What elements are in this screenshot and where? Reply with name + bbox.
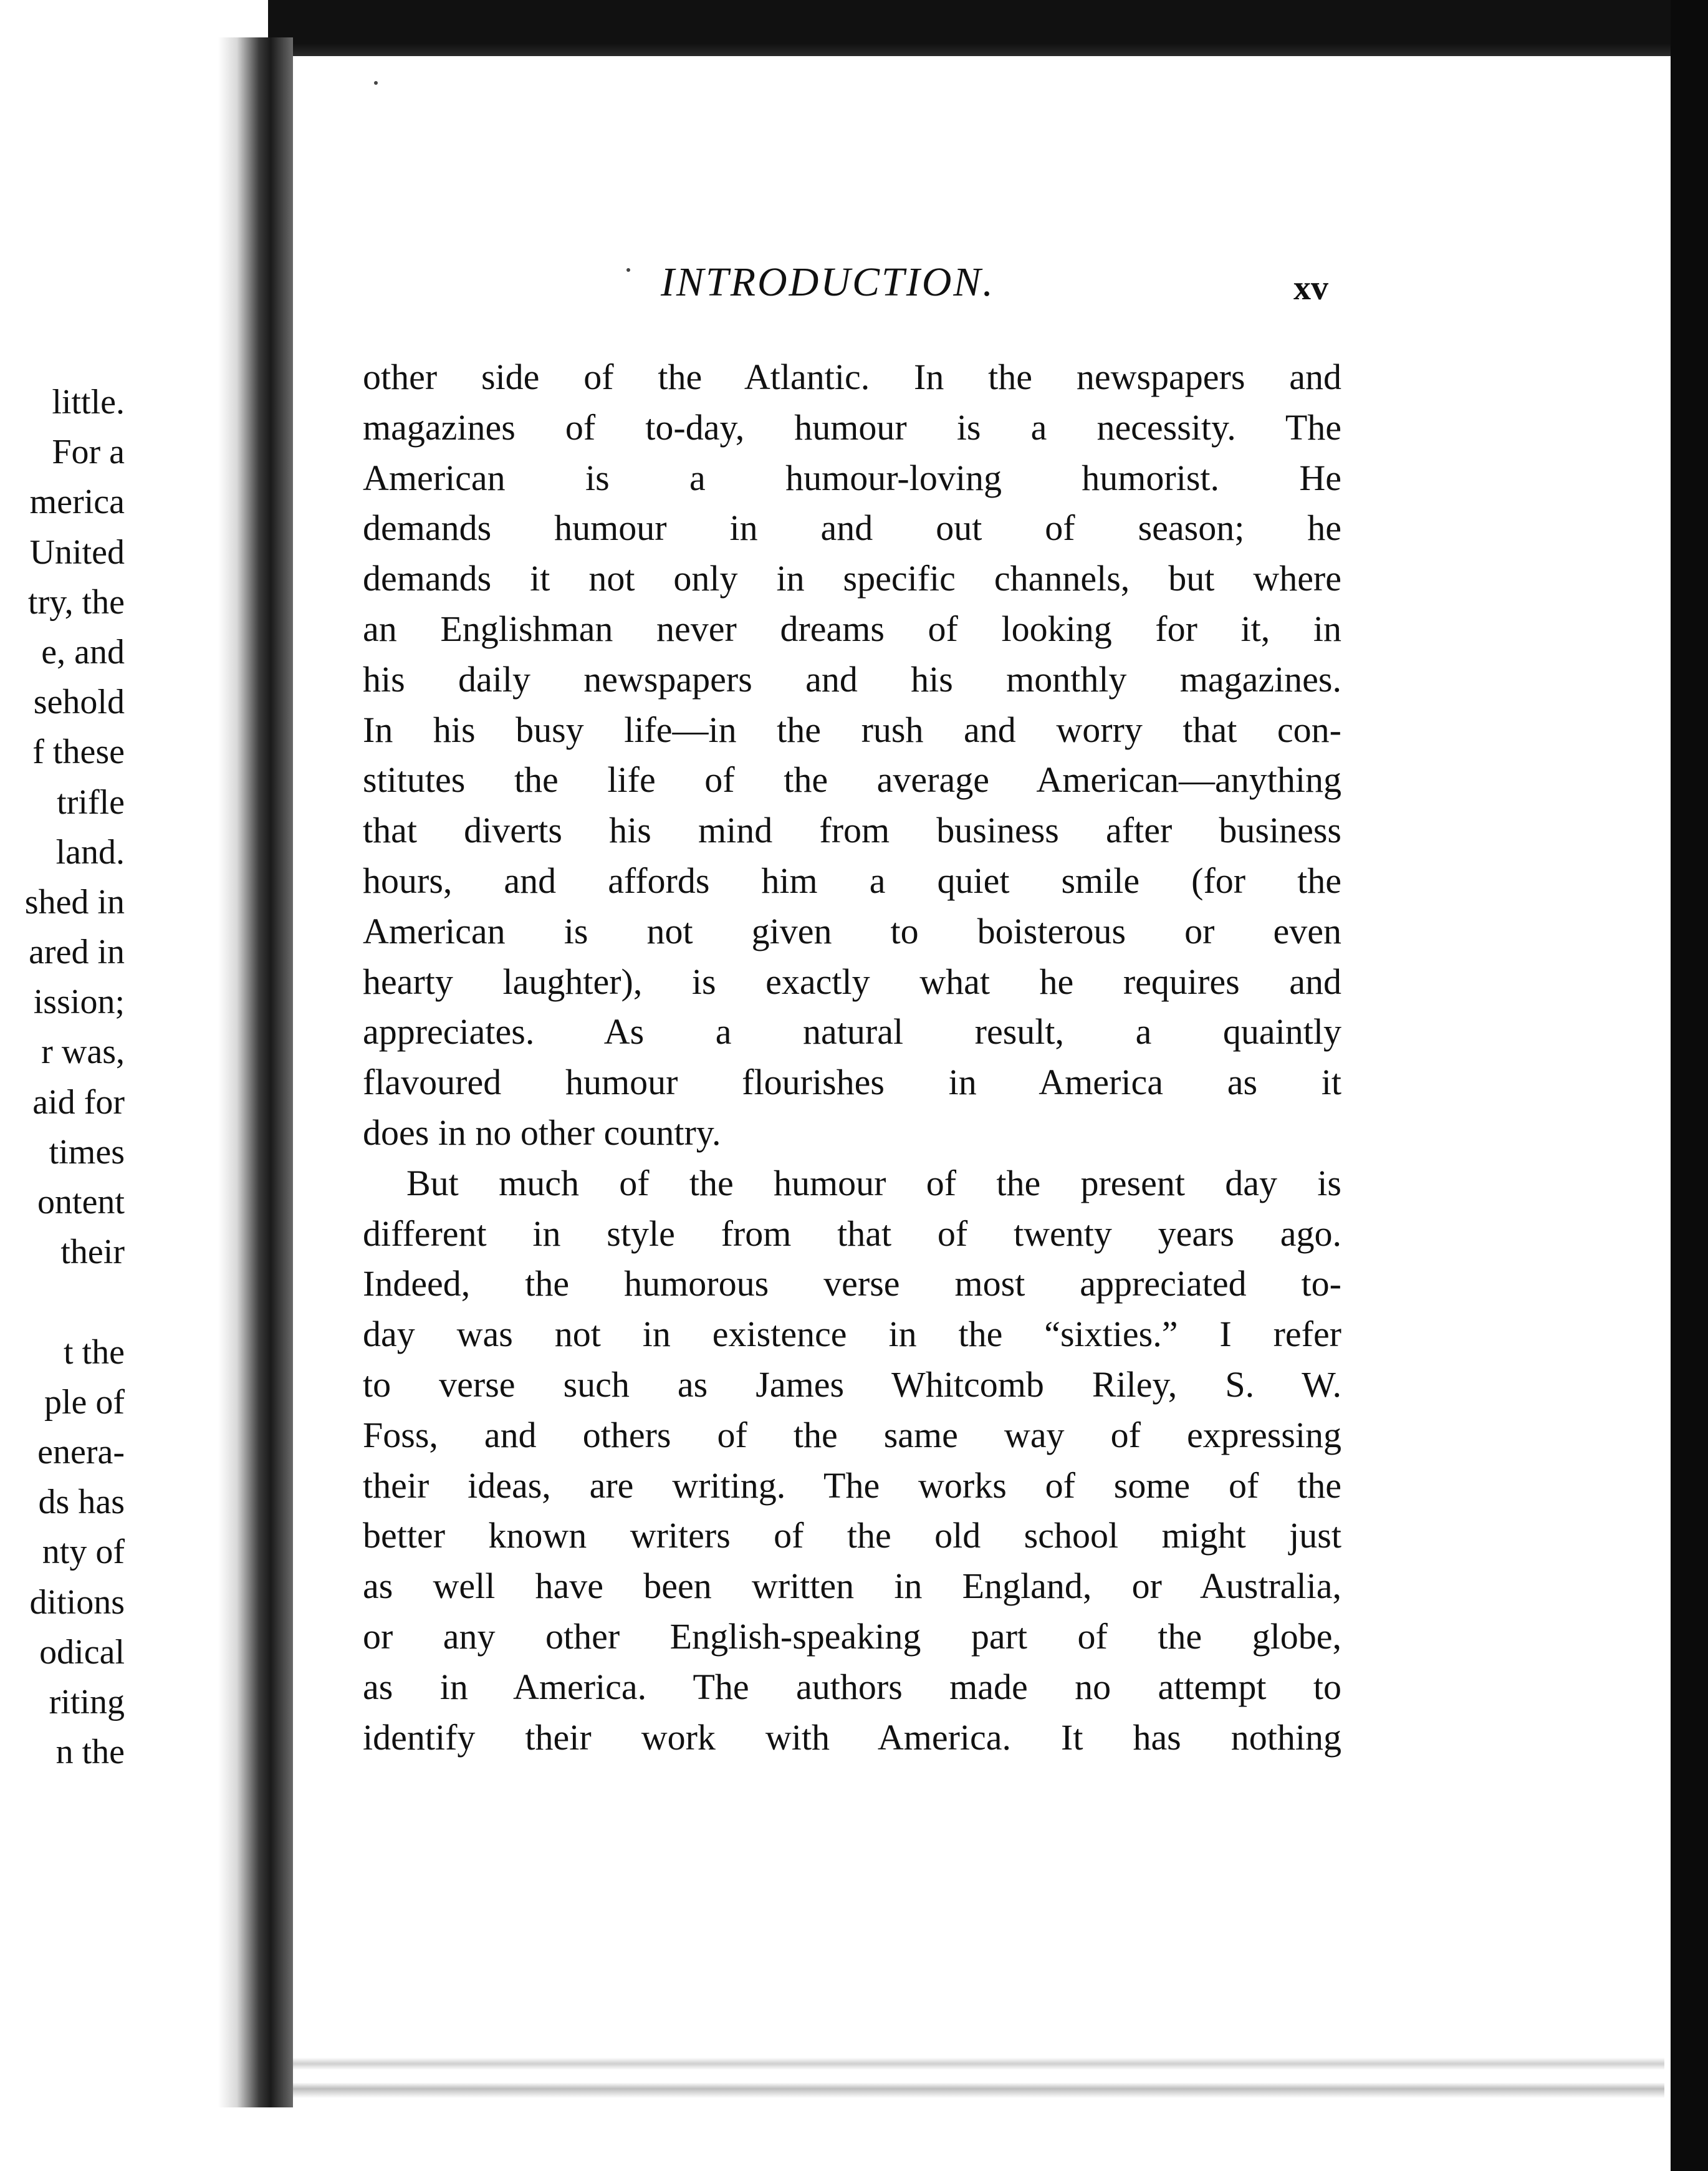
left-line: their xyxy=(60,1233,125,1272)
left-line: sehold xyxy=(33,683,125,722)
text-line: demands humour in and out of season; he xyxy=(363,508,1341,549)
text-line: hearty laughter), is exactly what he requires and xyxy=(363,961,1341,1002)
scanner-frame-right xyxy=(1671,0,1708,2171)
text-line: Foss, and others of the same way of expressing xyxy=(363,1414,1341,1455)
book-gutter-shadow xyxy=(218,37,293,2107)
text-line: American is a humour-loving humorist. He xyxy=(363,457,1341,498)
text-line: as in America. The authors made no attempt to xyxy=(363,1666,1341,1707)
text-line: different in style from that of twenty years ago. xyxy=(363,1213,1341,1254)
left-line: nty of xyxy=(42,1533,125,1572)
text-line: does in no other country. xyxy=(363,1112,721,1153)
text-line: appreciates. As a natural result, a quaintly xyxy=(363,1011,1341,1052)
dust-speck xyxy=(626,268,630,272)
left-line: riting xyxy=(49,1682,125,1721)
text-line: their ideas, are writing. The works of some of the xyxy=(363,1465,1341,1506)
left-line: aid for xyxy=(32,1082,125,1122)
dust-speck xyxy=(374,81,378,85)
left-line: ple of xyxy=(44,1382,125,1422)
left-line: land. xyxy=(55,832,125,872)
left-line: enera- xyxy=(37,1432,125,1471)
text-line: But much of the humour of the present day is xyxy=(406,1162,1341,1203)
left-line: f these xyxy=(32,733,125,772)
text-line: stitutes the life of the average American—anything xyxy=(363,759,1341,801)
left-line: merica xyxy=(29,483,125,522)
text-line: to verse such as James Whitcomb Riley, S. W. xyxy=(363,1364,1341,1405)
text-line: other side of the Atlantic. In the newspapers and xyxy=(363,357,1341,397)
left-line: trifle xyxy=(57,782,125,822)
text-line: demands it not only in specific channels, but where xyxy=(363,558,1341,599)
left-line: ontent xyxy=(37,1183,125,1221)
left-line: For a xyxy=(52,433,125,472)
left-line: United xyxy=(29,532,125,572)
text-line: magazines of to-day, humour is a necessity. The xyxy=(363,407,1341,448)
left-line: ission; xyxy=(33,983,125,1022)
text-line: day was not in existence in the “sixties.” I refer xyxy=(363,1314,1341,1355)
left-line: ditions xyxy=(29,1582,125,1622)
left-line: ared in xyxy=(29,933,125,972)
left-line: little. xyxy=(52,383,125,421)
text-line: identify their work with America. It has nothing xyxy=(363,1716,1341,1758)
text-line: hours, and affords him a quiet smile (for the xyxy=(363,860,1341,901)
running-head: INTRODUCTION. xyxy=(661,259,995,305)
text-line: American is not given to boisterous or even xyxy=(363,910,1341,951)
left-line xyxy=(0,1277,125,1327)
body-text xyxy=(363,352,1341,1763)
left-line: odical xyxy=(39,1632,125,1672)
left-line: ds has xyxy=(38,1483,125,1522)
left-line: n the xyxy=(55,1733,125,1772)
text-line: In his busy life—in the rush and worry that con- xyxy=(363,709,1341,750)
text-line: better known writers of the old school might just xyxy=(363,1515,1341,1556)
text-line: or any other English-speaking part of the globe, xyxy=(363,1615,1341,1657)
text-line: his daily newspapers and his monthly magazines. xyxy=(363,658,1341,700)
scanner-frame-top xyxy=(268,0,1708,56)
page-edges xyxy=(293,2039,1664,2114)
text-line: an Englishman never dreams of looking for it, in xyxy=(363,608,1341,649)
left-line: r was, xyxy=(41,1033,125,1072)
text-line: as well have been written in England, or Australia, xyxy=(363,1566,1341,1607)
text-line: flavoured humour flourishes in America as it xyxy=(363,1062,1341,1103)
page-number: xv xyxy=(1293,269,1328,307)
left-page-text xyxy=(0,377,125,1777)
text-line: Indeed, the humorous verse most appreciated to- xyxy=(363,1263,1341,1304)
left-line: t the xyxy=(64,1332,125,1372)
text-line: that diverts his mind from business after business xyxy=(363,810,1341,851)
left-line: e, and xyxy=(41,632,125,672)
left-line: try, the xyxy=(28,582,125,622)
left-line: shed in xyxy=(24,882,125,922)
left-line: times xyxy=(49,1132,125,1172)
